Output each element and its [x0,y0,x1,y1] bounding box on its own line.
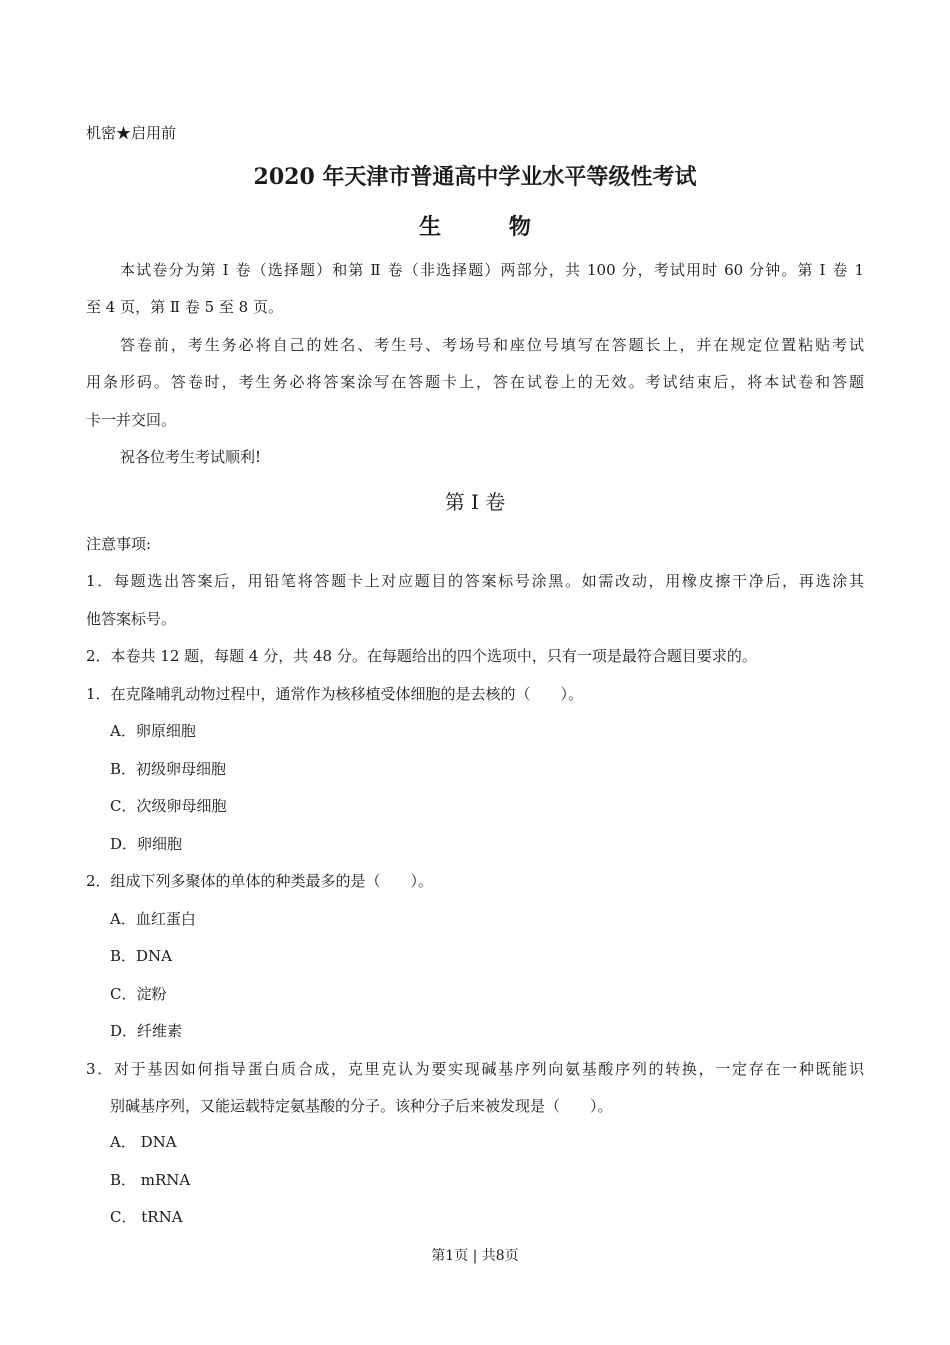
intro-paragraph-1-line-2: 至 4 页，第 Ⅱ 卷 5 至 8 页。 [86,298,283,316]
question-3-option-a: A． DNA [110,1133,177,1151]
intro-paragraph-1-line-1: 本试卷分为第 Ⅰ 卷（选择题）和第 Ⅱ 卷（非选择题）两部分，共 100 分，考试用时 60 分钟。第 Ⅰ 卷 1 [120,261,864,279]
note-1-line-2: 他答案标号。 [86,610,177,628]
section-title: 第 Ⅰ 卷 [444,490,506,514]
intro-paragraph-3: 祝各位考生考试顺利! [120,448,262,466]
question-2-option-d: D．纤维素 [110,1022,183,1040]
page-footer: 第1页 | 共8页 [431,1248,519,1264]
subject-title: 生 物 [419,214,561,240]
question-3-stem-line-1: 3．对于基因如何指导蛋白质合成，克里克认为要实现碱基序列向氨基酸序列的转换，一定存在一种既能识 [86,1060,864,1078]
question-3-stem-line-2: 别碱基序列，又能运载特定氨基酸的分子。该种分子后来被发现是（ ）。 [110,1097,613,1115]
question-1-option-a: A．卵原细胞 [110,722,196,740]
question-3-option-b: B． mRNA [110,1171,191,1189]
intro-paragraph-2-line-3: 卡一并交回。 [86,411,177,429]
intro-paragraph-2-line-1: 答卷前，考生务必将自己的姓名、考生号、考场号和座位号填写在答题长上，并在规定位置粘贴考试 [120,336,864,354]
exam-title: 2020 年天津市普通高中学业水平等级性考试 [253,164,697,190]
question-1-option-b: B．初级卵母细胞 [110,760,227,778]
notes-heading: 注意事项: [86,535,152,553]
confidential-tag: 机密★启用前 [86,124,177,142]
question-3-option-c: C． tRNA [110,1208,183,1226]
question-2-option-a: A．血红蛋白 [110,910,196,928]
question-2-option-b: B．DNA [110,947,173,965]
question-1-stem: 1．在克隆哺乳动物过程中，通常作为核移植受体细胞的是去核的（ ）。 [86,685,584,703]
question-2-stem: 2．组成下列多聚体的单体的种类最多的是（ ）。 [86,872,434,890]
note-2: 2．本卷共 12 题，每题 4 分，共 48 分。在每题给出的四个选项中，只有一项是最符合题目要求的。 [86,647,757,665]
question-1-option-d: D．卵细胞 [110,835,183,853]
note-1-line-1: 1．每题选出答案后，用铅笔将答题卡上对应题目的答案标号涂黑。如需改动，用橡皮擦干净后，再选涂其 [86,572,864,590]
intro-paragraph-2-line-2: 用条形码。答卷时，考生务必将答案涂写在答题卡上，答在试卷上的无效。考试结束后，将本试卷和答题 [86,373,864,391]
question-2-option-c: C．淀粉 [110,985,167,1003]
question-1-option-c: C．次级卵母细胞 [110,797,227,815]
